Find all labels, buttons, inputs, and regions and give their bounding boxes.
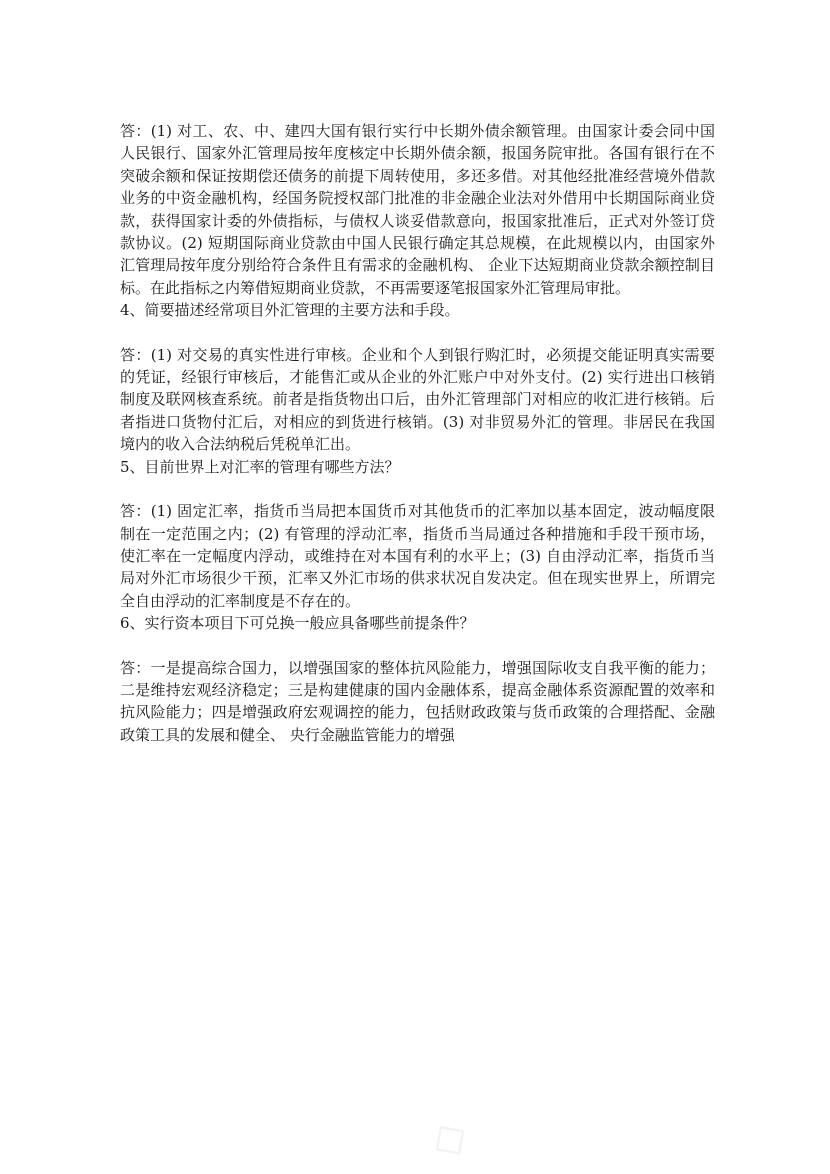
paragraph-spacer (120, 322, 715, 344)
answer-paragraph: 答：一是提高综合国力，以增强国家的整体抗风险能力，增强国际收支自我平衡的能力；二是维持宏观经济稳定；三是构建健康的国内金融体系，提高金融体系资源配置的效率和抗风险能力；四是增强政府宏观调控的能力，包括财政政策与货币政策的合理搭配、金融政策工具的发展和健全、 央行金融监管能力的增强 (120, 658, 715, 744)
paragraph-spacer (120, 478, 715, 500)
document-body (120, 120, 715, 746)
question-heading: 5、目前世界上对汇率的管理有哪些方法？ (120, 457, 400, 476)
watermark-mark: ◇ (457, 324, 518, 390)
watermark-mark: ◇ (417, 1104, 478, 1170)
paragraph-spacer (120, 635, 715, 657)
question-heading: 6、实行资本项目下可兑换一般应具备哪些前提条件？ (120, 614, 475, 633)
answer-paragraph: 答：(1) 对工、农、中、建四大国有银行实行中长期外债余额管理。由国家计委会同中国人民银行、国家外汇管理局按年度核定中长期外债余额，报国务院审批。各国有银行在不突破余额和保证按期偿还债务的前提下周转使用，多还多借。对其他经批准经营境外借款业务的中资金融机构，经国务院授权部门批准的非金融企业法对外借用中长期国际商业贷款，获得国家计委的外债指标，与债权人谈妥借款意向，报国家批准后，正式对外签订贷款协议。(2) 短期国际商业贷款由中国人民银行确定其总规模，在此规模以内，由国家外汇管理局按年度分别给符合条件且有需求的金融机构、 企业下达短期商业贷款余额控制目标。在此指标之内筹借短期商业贷款，不再需要逐笔报国家外汇管理局审批。 (120, 122, 715, 297)
answer-paragraph: 答：(1) 对交易的真实性进行审核。企业和个人到银行购汇时，必须提交能证明真实需要的凭证，经银行审核后，才能售汇或从企业的外汇账户中对外支付。(2) 实行进出口核销制度及联网核查系统。前者是指货物出口后，由外汇管理部门对相应的收汇进行核销。后者指进口货物付汇后，对相应的到货进行核销。(3) 对非贸易外汇的管理。非居民在我国境内的收入合法纳税后凭税单汇出。 (120, 345, 715, 454)
answer-paragraph: 答：(1) 固定汇率，指货币当局把本国货币对其他货币的汇率加以基本固定，波动幅度限制在一定范围之内；(2) 有管理的浮动汇率，指货币当局通过各种措施和手段干预市场，使汇率在一定幅度内浮动，或维持在对本国有利的水平上；(3) 自由浮动汇率，指货币当局对外汇市场很少干预，汇率又外汇市场的供求状况自发决定。但在现实世界上，所谓完全自由浮动的汇率制度是不存在的。 (120, 502, 715, 610)
question-heading: 4、简要描述经常项目外汇管理的主要方法和手段。 (120, 301, 460, 320)
